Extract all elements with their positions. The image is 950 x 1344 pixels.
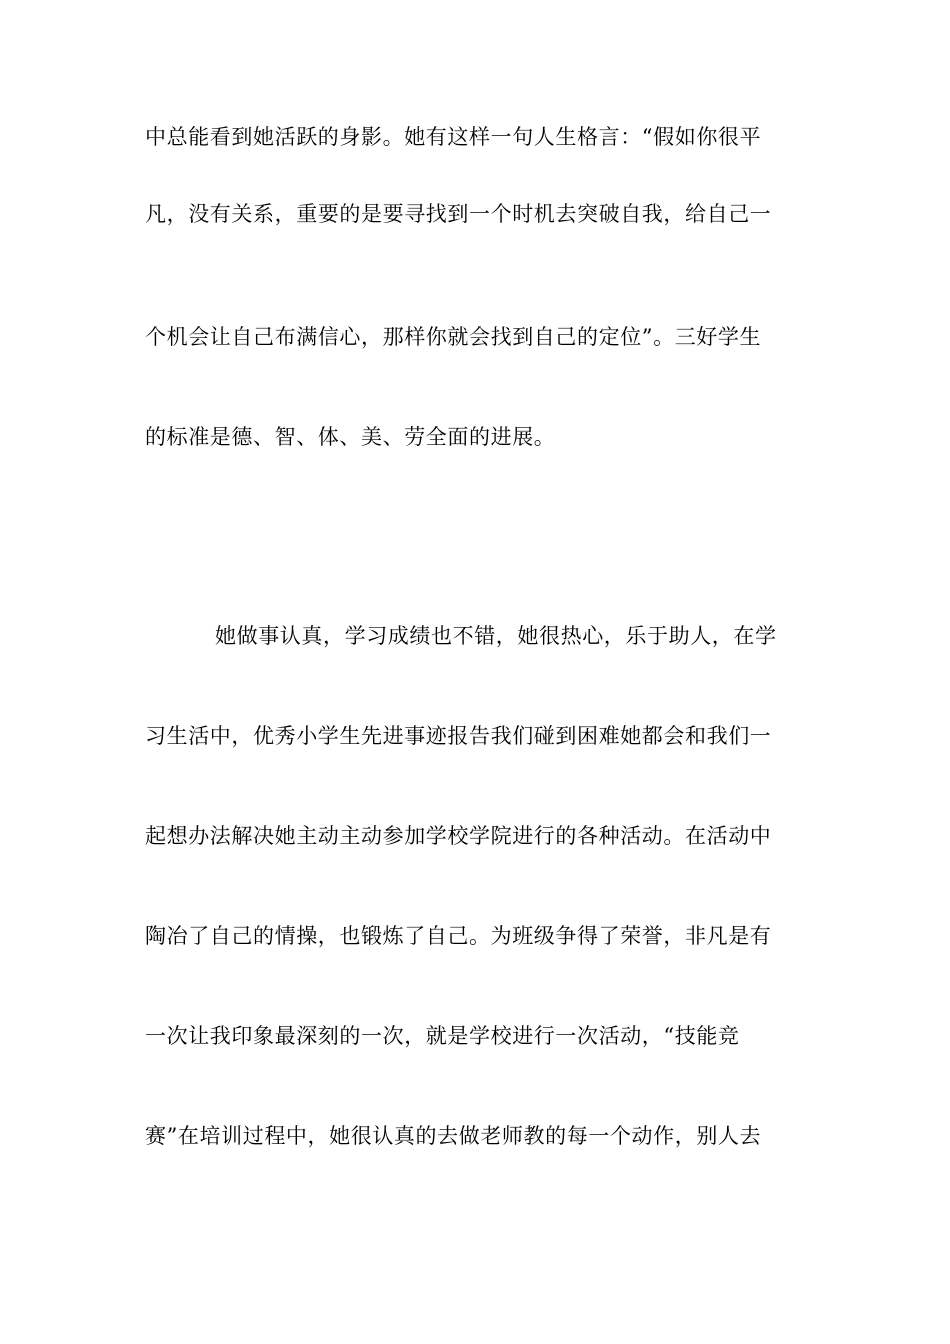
text-line: 个机会让自己布满信心，那样你就会找到自己的定位”。三好学生	[145, 325, 762, 349]
text-line: 习生活中，优秀小学生先进事迹报告我们碰到困难她都会和我们一	[145, 724, 772, 748]
text-line: 起想办法解决她主动主动参加学校学院进行的各种活动。在活动中	[145, 824, 772, 848]
text-line: 陶冶了自己的情操，也锻炼了自己。为班级争得了荣誉，非凡是有	[145, 924, 772, 948]
text-line: 中总能看到她活跃的身影。她有这样一句人生格言：“假如你很平	[145, 125, 762, 149]
text-line: 她做事认真，学习成绩也不错，她很热心，乐于助人，在学	[215, 624, 777, 648]
text-line: 一次让我印象最深刻的一次，就是学校进行一次活动，“技能竞	[145, 1024, 740, 1048]
text-line: 凡，没有关系，重要的是要寻找到一个时机去突破自我，给自己一	[145, 202, 772, 226]
text-line: 赛”在培训过程中，她很认真的去做老师教的每一个动作，别人去	[145, 1124, 762, 1148]
text-line: 的标准是德、智、体、美、劳全面的进展。	[145, 425, 556, 449]
